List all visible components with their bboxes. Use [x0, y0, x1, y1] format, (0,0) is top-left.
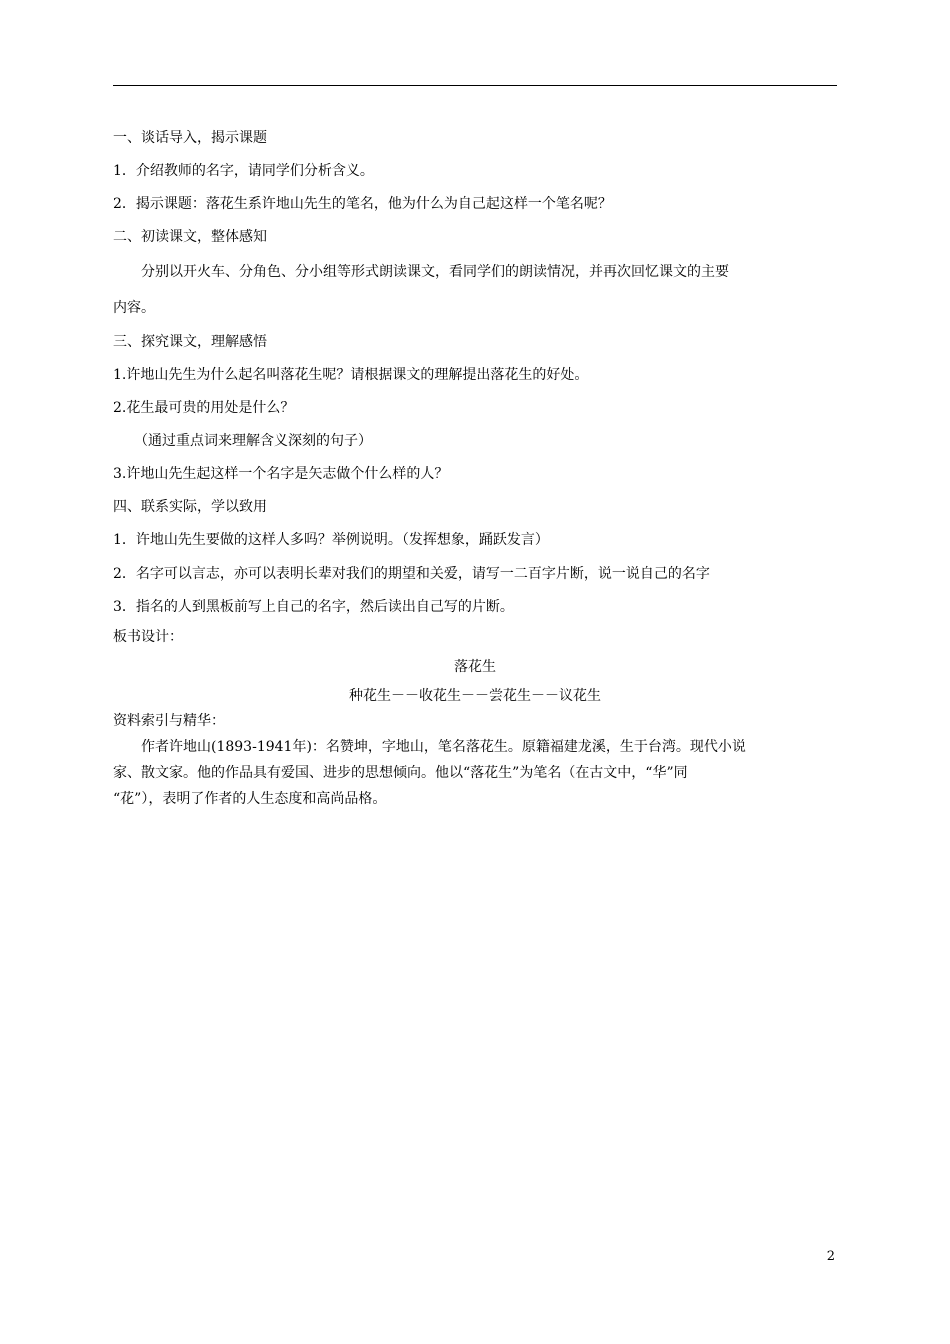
page-number: 2 — [826, 1249, 835, 1264]
reference-heading: 资料索引与精华： — [113, 713, 225, 729]
paragraph-line: 分别以开火车、分角色、分小组等形式朗读课文，看同学们的朗读情况，并再次回忆课文的主要 — [141, 264, 729, 280]
board-subtitle: 种花生－－收花生－－尝花生－－议花生 — [349, 688, 601, 704]
note-line: （通过重点词来理解含义深刻的句子） — [134, 433, 372, 449]
board-title: 落花生 — [454, 659, 496, 675]
list-item: 1．许地山先生要做的这样人多吗？举例说明。（发挥想象，踊跃发言） — [113, 532, 549, 548]
section-heading-4: 四、联系实际，学以致用 — [113, 499, 267, 515]
board-design-heading: 板书设计： — [113, 629, 183, 645]
section-heading-2: 二、初读课文，整体感知 — [113, 229, 267, 245]
list-item: 3．指名的人到黑板前写上自己的名字，然后读出自己写的片断。 — [113, 599, 514, 615]
reference-line: 作者许地山(1893-1941年)：名赞坤，字地山，笔名落花生。原籍福建龙溪，生于台湾。现代小说 — [141, 739, 746, 755]
reference-line: “花”），表明了作者的人生态度和高尚品格。 — [113, 791, 387, 807]
list-item: 2．名字可以言志，亦可以表明长辈对我们的期望和关爱，请写一二百字片断，说一说自己的名字 — [113, 566, 710, 582]
list-item: 1．介绍教师的名字，请同学们分析含义。 — [113, 163, 374, 179]
list-item: 1.许地山先生为什么起名叫落花生呢？请根据课文的理解提出落花生的好处。 — [113, 367, 589, 383]
section-heading-3: 三、探究课文，理解感悟 — [113, 334, 267, 350]
paragraph-line: 内容。 — [113, 300, 155, 316]
list-item: 2.花生最可贵的用处是什么？ — [113, 400, 295, 416]
reference-line: 家、散文家。他的作品具有爱国、进步的思想倾向。他以“落花生”为笔名（在古文中，“华”同 — [113, 765, 688, 781]
list-item: 2．揭示课题：落花生系许地山先生的笔名，他为什么为自己起这样一个笔名呢？ — [113, 196, 612, 212]
header-rule — [113, 85, 837, 86]
section-heading-1: 一、谈话导入，揭示课题 — [113, 130, 267, 146]
list-item: 3.许地山先生起这样一个名字是矢志做个什么样的人？ — [113, 466, 449, 482]
